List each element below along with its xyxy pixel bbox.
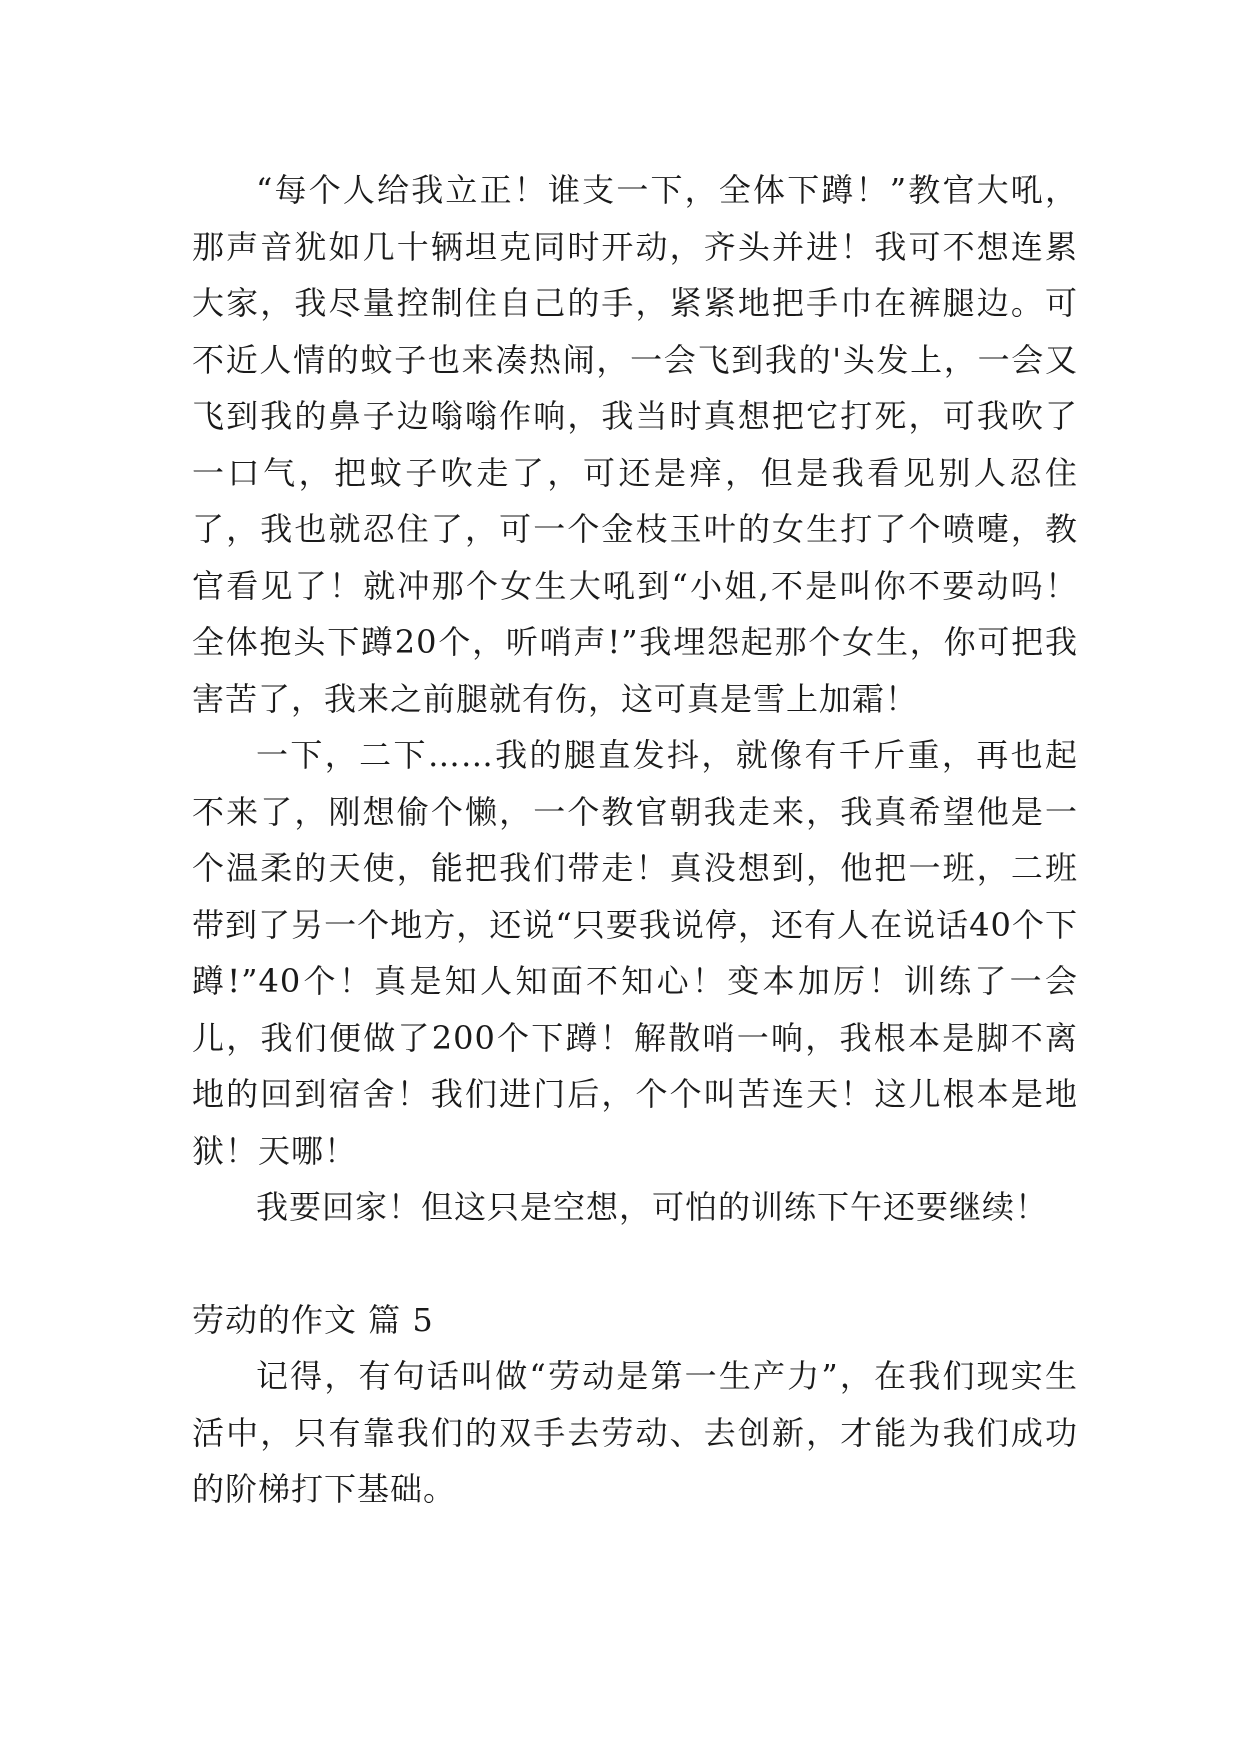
paragraph: 我要回家！但这只是空想，可怕的训练下午还要继续！ — [256, 1188, 1049, 1226]
paragraph: 一下，二下……我的腿直发抖，就像有千斤重，再也起不来了，刚想偷个懒，一个教官朝我走来，我真希望他是一个温柔的天使，能把我们带走！真没想到，他把一班，二班带到了另一个地方，还说“只要我说停，还有人在说话40个下蹲!”40个！真是知人知面不知心！变本加厉！训练了一会儿，我们便做了200个下蹲！解散哨一响，我根本是脚不离地的回到宿舍！我们进门后，个个叫苦连天！这儿根本是地狱！天哪！ — [192, 736, 1078, 1170]
paragraph: “每个人给我立正！谁支一下，全体下蹲！”教官大吼，那声音犹如几十辆坦克同时开动，齐头并进！我可不想连累大家，我尽量控制住自己的手，紧紧地把手巾在裤腿边。可不近人情的蚊子也来凑热闹，一会飞到我的'头发上，一会又飞到我的鼻子边嗡嗡作响，我当时真想把它打死，可我吹了一口气，把蚊子吹走了，可还是痒，但是我看见别人忍住了，我也就忍住了，可一个金枝玉叶的女生打了个喷嚏，教官看见了！就冲那个女生大吼到“小姐,不是叫你不要动吗！全体抱头下蹲20个，听哨声!”我埋怨起那个女生，你可把我害苦了，我来之前腿就有伤，这可真是雪上加霜！ — [192, 171, 1078, 718]
section-heading: 劳动的作文 篇 5 — [192, 1300, 434, 1339]
paragraph: 记得，有句话叫做“劳动是第一生产力”，在我们现实生活中，只有靠我们的双手去劳动、去创新，才能为我们成功的阶梯打下基础。 — [192, 1357, 1078, 1508]
document-body — [192, 162, 1078, 1518]
